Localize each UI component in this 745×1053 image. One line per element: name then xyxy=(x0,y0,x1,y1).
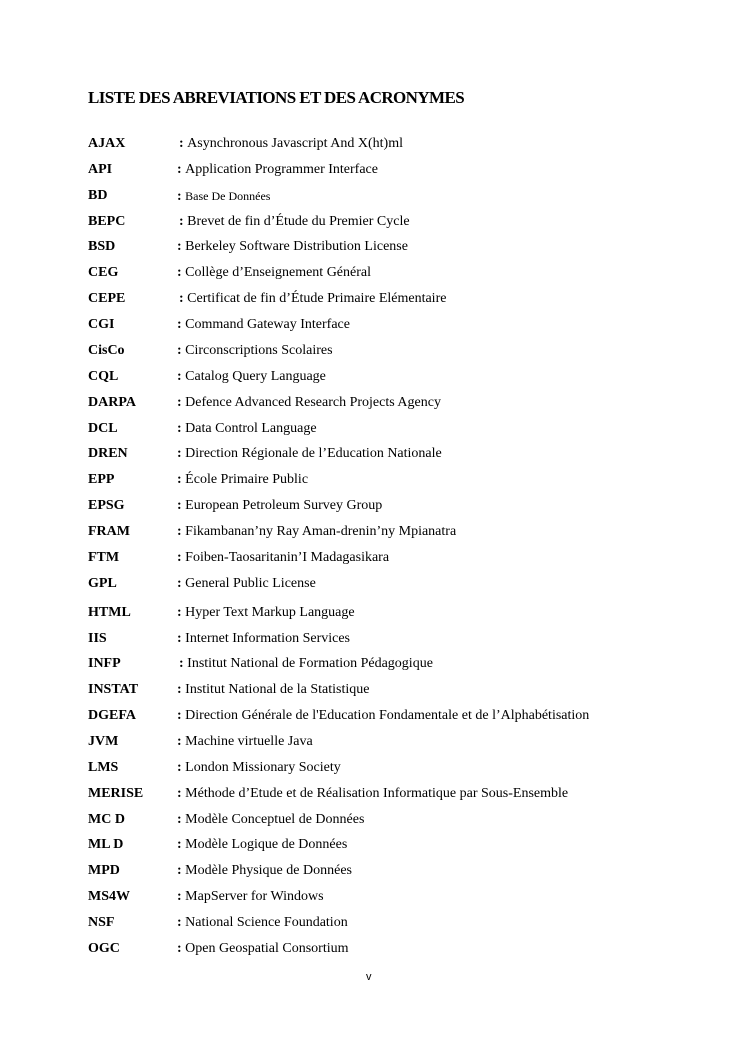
definition-text: Command Gateway Interface xyxy=(185,317,350,332)
definition-text: Asynchronous Javascript And X(ht)ml xyxy=(187,136,403,151)
separator: : xyxy=(177,605,186,620)
abbreviation: HTML xyxy=(88,605,131,620)
definition xyxy=(177,886,324,908)
definition xyxy=(177,185,270,208)
definition-text: National Science Foundation xyxy=(185,915,348,930)
definition xyxy=(179,653,433,675)
definition-text: Catalog Query Language xyxy=(185,369,326,384)
separator: : xyxy=(177,550,186,565)
definition xyxy=(177,573,316,595)
abbreviation: INFP xyxy=(88,656,121,671)
separator: : xyxy=(177,343,186,358)
separator: : xyxy=(177,446,186,461)
abbreviation: FTM xyxy=(88,550,120,565)
definition xyxy=(177,366,326,388)
abbreviation: MERISE xyxy=(88,786,144,801)
abbreviation: DGEFA xyxy=(88,708,136,723)
separator: : xyxy=(177,317,186,332)
separator: : xyxy=(177,760,186,775)
definition-text: London Missionary Society xyxy=(185,760,341,775)
separator: : xyxy=(177,265,186,280)
abbreviation: INSTAT xyxy=(88,682,139,697)
separator: : xyxy=(177,631,186,646)
separator: : xyxy=(177,421,186,436)
abbreviation: CEPE xyxy=(88,291,126,306)
separator: : xyxy=(177,472,186,487)
separator: : xyxy=(177,889,186,904)
abbreviation: GPL xyxy=(88,576,117,591)
definition xyxy=(177,443,442,465)
definition-text: Berkeley Software Distribution License xyxy=(185,239,408,254)
definition xyxy=(177,547,389,569)
separator: : xyxy=(177,189,186,204)
abbreviation: CisCo xyxy=(88,343,125,358)
abbreviation: BSD xyxy=(88,239,116,254)
definition-text: European Petroleum Survey Group xyxy=(185,498,383,513)
definition xyxy=(177,731,313,753)
definition xyxy=(177,783,568,805)
definition-text: General Public License xyxy=(185,576,316,591)
separator: : xyxy=(179,136,188,151)
definition xyxy=(179,288,446,310)
abbreviation: ML D xyxy=(88,837,124,852)
separator: : xyxy=(179,214,188,229)
page-number: v xyxy=(366,971,372,983)
separator: : xyxy=(177,162,186,177)
abbreviation: OGC xyxy=(88,941,120,956)
definition xyxy=(179,133,403,155)
definition-text: Machine virtuelle Java xyxy=(185,734,313,749)
separator: : xyxy=(179,291,188,306)
separator: : xyxy=(177,395,186,410)
definition-text: Fikambanan’ny Ray Aman-drenin’ny Mpianatra xyxy=(185,524,457,539)
definition xyxy=(177,262,371,284)
definition-text: Data Control Language xyxy=(185,421,317,436)
definition-text: Base De Données xyxy=(185,189,271,203)
definition-text: Méthode d’Etude et de Réalisation Informatique par Sous-Ensemble xyxy=(185,786,569,801)
abbreviation: FRAM xyxy=(88,524,130,539)
abbreviation: CQL xyxy=(88,369,119,384)
abbreviation: CEG xyxy=(88,265,119,280)
definition xyxy=(177,679,369,701)
separator: : xyxy=(177,239,186,254)
definition xyxy=(177,495,382,517)
separator: : xyxy=(177,812,186,827)
abbreviation: DCL xyxy=(88,421,118,436)
definition-text: Modèle Logique de Données xyxy=(185,837,348,852)
definition xyxy=(177,236,408,258)
abbreviation: BEPC xyxy=(88,214,126,229)
definition xyxy=(177,392,441,414)
abbreviation: BD xyxy=(88,188,108,203)
definition xyxy=(179,211,410,233)
abbreviation: JVM xyxy=(88,734,119,749)
separator: : xyxy=(177,786,186,801)
abbreviation: LMS xyxy=(88,760,119,775)
separator: : xyxy=(177,369,186,384)
separator: : xyxy=(177,941,186,956)
separator: : xyxy=(177,708,186,723)
definition-text: MapServer for Windows xyxy=(185,889,324,904)
separator: : xyxy=(177,682,186,697)
definition-text: Application Programmer Interface xyxy=(185,162,378,177)
definition-text: Modèle Conceptuel de Données xyxy=(185,812,365,827)
definition-text: Certificat de fin d’Étude Primaire Elémentaire xyxy=(187,291,447,306)
definition xyxy=(177,340,333,362)
definition xyxy=(177,469,308,491)
separator: : xyxy=(177,524,186,539)
abbreviation: AJAX xyxy=(88,136,126,151)
definition xyxy=(177,418,317,440)
abbreviation: API xyxy=(88,162,113,177)
definition-text: Circonscriptions Scolaires xyxy=(185,343,333,358)
abbreviation: DARPA xyxy=(88,395,136,410)
abbreviation: EPP xyxy=(88,472,115,487)
abbreviation: MS4W xyxy=(88,889,130,904)
separator: : xyxy=(177,576,186,591)
definition-text: Institut National de Formation Pédagogique xyxy=(187,656,433,671)
definition-text: Internet Information Services xyxy=(185,631,350,646)
separator: : xyxy=(179,656,188,671)
definition-text: Direction Régionale de l’Education Nationale xyxy=(185,446,442,461)
abbreviation: MPD xyxy=(88,863,120,878)
definition xyxy=(177,705,589,727)
definition xyxy=(177,628,350,650)
page-title: LISTE DES ABREVIATIONS ET DES ACRONYMES xyxy=(88,88,465,107)
definition xyxy=(177,809,364,831)
abbreviation: NSF xyxy=(88,915,115,930)
separator: : xyxy=(177,863,186,878)
separator: : xyxy=(177,915,186,930)
definition xyxy=(177,860,352,882)
definition-text: Direction Générale de l'Education Fondamentale et de l’Alphabétisation xyxy=(185,708,590,723)
definition-text: Collège d’Enseignement Général xyxy=(185,265,371,280)
separator: : xyxy=(177,837,186,852)
separator: : xyxy=(177,734,186,749)
definition-text: Hyper Text Markup Language xyxy=(185,605,355,620)
definition xyxy=(177,521,456,543)
abbreviation: MC D xyxy=(88,812,125,827)
definition xyxy=(177,912,348,934)
definition-text: Brevet de fin d’Étude du Premier Cycle xyxy=(187,214,410,229)
definition-text: Modèle Physique de Données xyxy=(185,863,352,878)
definition xyxy=(177,938,348,960)
definition xyxy=(177,159,378,181)
abbreviation: EPSG xyxy=(88,498,125,513)
definition xyxy=(177,757,341,779)
abbreviation: DREN xyxy=(88,446,128,461)
definition-text: École Primaire Public xyxy=(185,472,309,487)
separator: : xyxy=(177,498,186,513)
definition xyxy=(177,834,347,856)
definition-text: Foiben-Taosaritanin’I Madagasikara xyxy=(185,550,390,565)
abbreviation: CGI xyxy=(88,317,115,332)
definition-text: Institut National de la Statistique xyxy=(185,682,370,697)
definition-text: Defence Advanced Research Projects Agency xyxy=(185,395,441,410)
abbreviation: IIS xyxy=(88,631,107,646)
definition xyxy=(177,314,350,336)
definition-text: Open Geospatial Consortium xyxy=(185,941,349,956)
definition xyxy=(177,602,355,624)
